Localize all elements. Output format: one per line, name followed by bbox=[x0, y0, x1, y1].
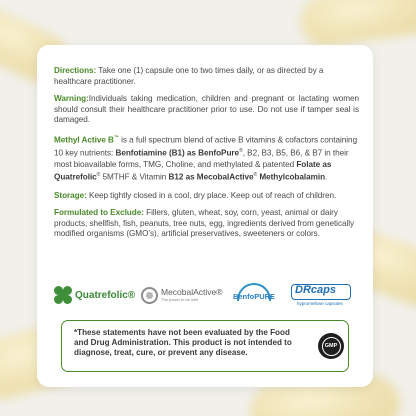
fda-disclaimer-text: *These statements have not been evaluated by the Food and Drug Administration. This product is not intended to diagnose, treat, cure, or prevent any disease. bbox=[74, 328, 292, 357]
clover-icon bbox=[53, 285, 73, 305]
quatrefolic-logo bbox=[53, 282, 135, 308]
methyl-end: . bbox=[325, 172, 328, 182]
drcaps-tagline: hypromellose capsules bbox=[297, 301, 343, 306]
formulated-text: Fillers, gluten, wheat, soy, corn, yeast, animal or dairy products, shellfish, fish, peanuts, tree nuts, egg, ingredients derived from genetically modified organisms (GMO’s), artificial preservatives, sweeteners or colors. bbox=[54, 208, 355, 239]
storage-heading: Storage: bbox=[54, 190, 87, 200]
methyl-text-2: , B2, B3, B5, B6, & B7 in their most bioavailable forms, TMG, Choline, and methylated & patented bbox=[54, 149, 349, 169]
b12-text: B12 as MecobalActive bbox=[168, 172, 254, 182]
mecobalactive-registered: ® bbox=[253, 172, 258, 179]
warning-text: Individuals taking medication, children and pregnant or lactating women should consult their healthcare practitioner prior to use. Do not use if tamper seal is damaged. bbox=[54, 94, 359, 125]
benfopure-logo-text: BenfoPURE bbox=[232, 292, 276, 301]
directions-text: Take one (1) capsule one to two times daily, or as directed by a healthcare practitioner. bbox=[54, 66, 324, 86]
storage-text: Keep tightly closed in a cool, dry place. Keep out of reach of children. bbox=[86, 190, 337, 200]
fda-disclaimer-box bbox=[61, 320, 349, 372]
methyl-heading: Methyl Active B bbox=[54, 135, 114, 145]
methyl-trademark: ™ bbox=[113, 134, 119, 141]
methylcobalamin-text: Methylcobalamin bbox=[257, 172, 326, 182]
methyl-text-1: is a full spectrum blend of active B vitamins & cofactors containing 10 key nutrients: bbox=[54, 135, 358, 159]
formulated-heading: Formulated to Exclude: bbox=[54, 208, 144, 218]
folate-text: Folate as Quatrefolic bbox=[54, 159, 332, 182]
directions-paragraph bbox=[54, 66, 359, 87]
mecobalactive-tagline: The power to be well bbox=[161, 296, 198, 302]
mecobalactive-circle-icon bbox=[141, 287, 158, 304]
warning-paragraph bbox=[54, 94, 359, 126]
capsule-image bbox=[297, 0, 416, 49]
label-content bbox=[54, 66, 359, 247]
storage-paragraph bbox=[54, 191, 359, 202]
drcaps-logo bbox=[291, 282, 353, 308]
quatrefolic-registered: ® bbox=[96, 172, 101, 179]
gmp-seal-icon bbox=[318, 333, 344, 359]
directions-heading: Directions: bbox=[54, 66, 97, 75]
quatrefolic-logo-text: Quatrefolic® bbox=[75, 289, 136, 301]
methyl-paragraph bbox=[54, 133, 359, 184]
mecobalactive-logo bbox=[141, 282, 223, 308]
warning-heading: Warning: bbox=[54, 94, 89, 104]
methyl-text-3: 5MTHF bbox=[100, 172, 130, 182]
drcaps-logo-text: DRcaps bbox=[295, 284, 336, 296]
gmp-seal-text: GMP bbox=[322, 337, 341, 356]
benfotiamine-text: Benfotiamine (B1) as BenfoPure bbox=[115, 149, 240, 159]
mecobalactive-logo-text: MecobalActive® bbox=[161, 286, 223, 297]
benfopure-logo bbox=[231, 282, 277, 308]
ingredient-logos bbox=[51, 282, 361, 308]
label-panel bbox=[37, 45, 373, 387]
benfopure-registered: ® bbox=[239, 148, 243, 155]
methyl-text-4: & Vitamin bbox=[129, 172, 169, 182]
formulated-paragraph bbox=[54, 208, 359, 240]
